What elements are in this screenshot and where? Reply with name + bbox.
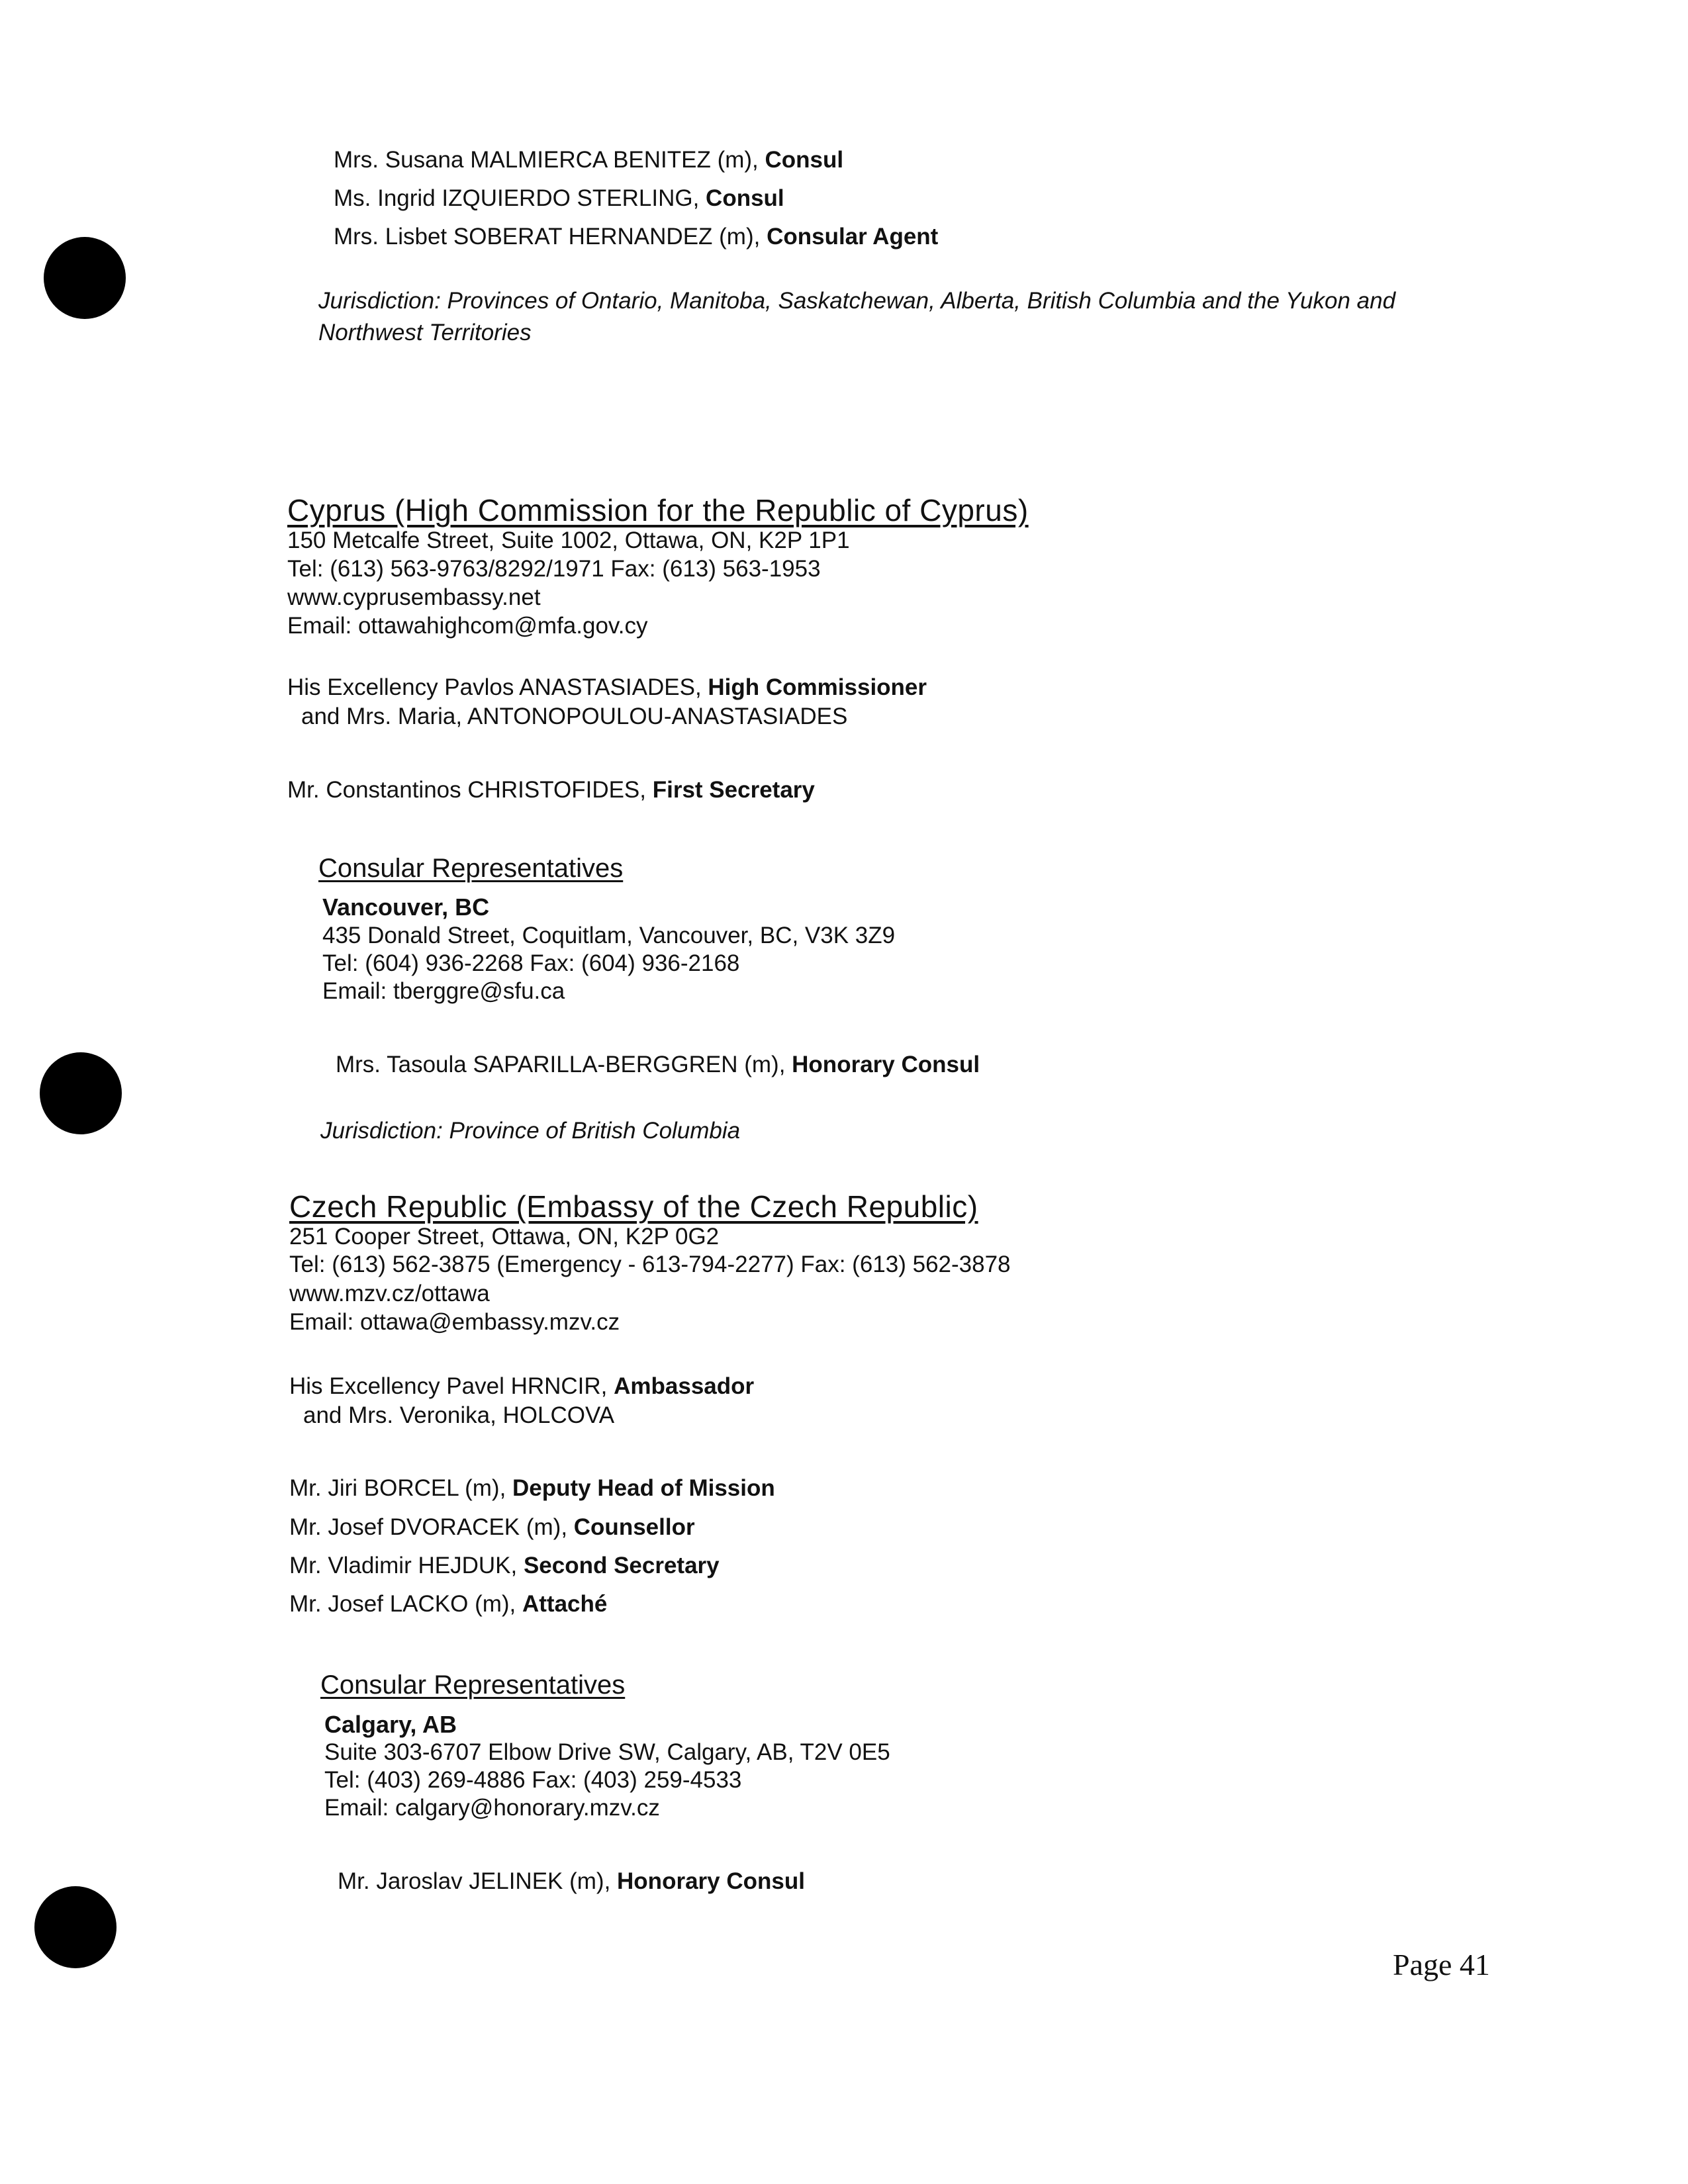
staff-title: Consul <box>765 147 844 173</box>
staff-entry <box>289 1590 607 1618</box>
czech-heading: Czech Republic (Embassy of the Czech Republic) <box>289 1189 978 1224</box>
head-title: Ambassador <box>614 1373 755 1399</box>
punch-hole-bottom <box>34 1886 117 1968</box>
staff-entry <box>334 185 784 212</box>
head-name: His Excellency Pavlos ANASTASIADES, <box>287 674 708 700</box>
staff-title: Second Secretary <box>523 1553 720 1578</box>
staff-name: Mr. Josef DVORACEK (m), <box>289 1514 574 1540</box>
staff-entry <box>334 146 843 174</box>
consular-representative <box>338 1868 805 1895</box>
punch-hole-middle <box>40 1052 122 1134</box>
rep-title: Honorary Consul <box>617 1868 805 1894</box>
jurisdiction-text: Northwest Territories <box>318 320 532 345</box>
staff-entry <box>287 776 815 804</box>
czech-website: www.mzv.cz/ottawa <box>289 1281 490 1306</box>
staff-name: Mrs. Lisbet SOBERAT HERNANDEZ (m), <box>334 224 767 250</box>
czech-head-of-mission <box>289 1373 754 1400</box>
czech-phone: Tel: (613) 562-3875 (Emergency - 613-794-2277) Fax: (613) 562-3878 <box>289 1251 1011 1277</box>
jurisdiction-text: Jurisdiction: Provinces of Ontario, Manitoba, Saskatchewan, Alberta, British Columbia and the Yukon and <box>318 288 1396 314</box>
staff-name: Ms. Ingrid IZQUIERDO STERLING, <box>334 185 706 211</box>
consular-email: Email: tberggre@sfu.ca <box>322 978 565 1004</box>
rep-title: Honorary Consul <box>792 1052 980 1077</box>
consular-email: Email: calgary@honorary.mzv.cz <box>324 1795 660 1821</box>
consular-address: 435 Donald Street, Coquitlam, Vancouver, BC, V3K 3Z9 <box>322 923 896 948</box>
staff-name: Mr. Vladimir HEJDUK, <box>289 1553 524 1578</box>
rep-name: Mr. Jaroslav JELINEK (m), <box>338 1868 618 1894</box>
staff-title: Consular Agent <box>767 224 939 250</box>
consular-address: Suite 303-6707 Elbow Drive SW, Calgary, AB, T2V 0E5 <box>324 1739 890 1765</box>
staff-title: Deputy Head of Mission <box>512 1475 775 1501</box>
staff-title: First Secretary <box>652 777 815 803</box>
cyprus-head-of-mission <box>287 674 927 702</box>
jurisdiction-text: Jurisdiction: Province of British Columbia <box>320 1118 741 1144</box>
cyprus-website: www.cyprusembassy.net <box>287 584 541 610</box>
czech-email: Email: ottawa@embassy.mzv.cz <box>289 1309 620 1335</box>
rep-name: Mrs. Tasoula SAPARILLA-BERGGREN (m), <box>336 1052 792 1077</box>
cyprus-email: Email: ottawahighcom@mfa.gov.cy <box>287 613 648 639</box>
czech-consular-heading: Consular Representatives <box>320 1670 626 1700</box>
staff-name: Mr. Josef LACKO (m), <box>289 1591 522 1617</box>
head-title: High Commissioner <box>708 674 927 700</box>
staff-entry <box>334 223 938 251</box>
czech-address: 251 Cooper Street, Ottawa, ON, K2P 0G2 <box>289 1224 720 1250</box>
staff-entry <box>289 1514 695 1541</box>
cyprus-spouse: and Mrs. Maria, ANTONOPOULOU-ANASTASIADES <box>301 704 848 729</box>
staff-entry <box>289 1475 775 1502</box>
staff-entry <box>289 1552 720 1580</box>
staff-name: Mrs. Susana MALMIERCA BENITEZ (m), <box>334 147 765 173</box>
cyprus-phone: Tel: (613) 563-9763/8292/1971 Fax: (613) 563-1953 <box>287 556 821 582</box>
staff-name: Mr. Jiri BORCEL (m), <box>289 1475 513 1501</box>
staff-title: Consul <box>706 185 784 211</box>
consular-representative <box>336 1051 980 1079</box>
consular-phone: Tel: (403) 269-4886 Fax: (403) 259-4533 <box>324 1767 742 1793</box>
cyprus-consular-heading: Consular Representatives <box>318 854 624 883</box>
staff-title: Attaché <box>522 1591 608 1617</box>
staff-name: Mr. Constantinos CHRISTOFIDES, <box>287 777 653 803</box>
cyprus-heading: Cyprus (High Commission for the Republic of Cyprus) <box>287 493 1029 527</box>
consular-phone: Tel: (604) 936-2268 Fax: (604) 936-2168 <box>322 950 740 976</box>
consular-city: Calgary, AB <box>324 1711 457 1738</box>
staff-title: Counsellor <box>573 1514 695 1540</box>
consular-city: Vancouver, BC <box>322 893 490 921</box>
cyprus-address: 150 Metcalfe Street, Suite 1002, Ottawa, ON, K2P 1P1 <box>287 527 850 553</box>
head-name: His Excellency Pavel HRNCIR, <box>289 1373 614 1399</box>
czech-spouse: and Mrs. Veronika, HOLCOVA <box>303 1402 615 1428</box>
page-number: Page 41 <box>1393 1948 1490 1981</box>
punch-hole-top <box>44 237 126 319</box>
